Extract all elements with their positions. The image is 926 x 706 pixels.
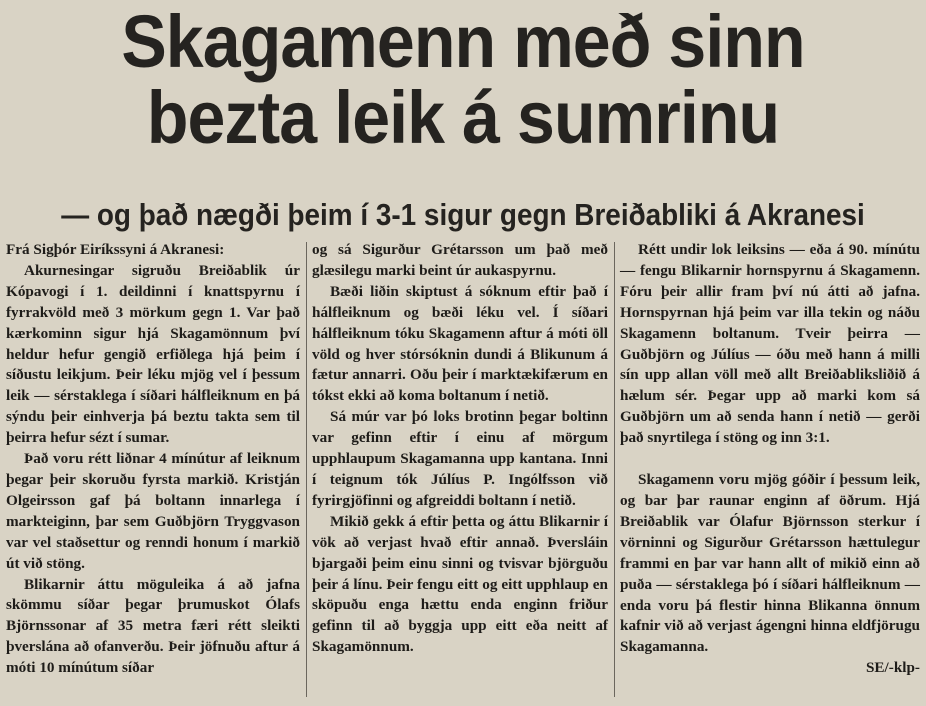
paragraph: Bæði liðin skiptust á sóknum eftir það í hálfleiknum og bæði léku vel. Í síðari hálfleiknum tóku Skagamenn aftur á móti öll völd og hver stórsóknin dundi á Blikunum á fætur annarri. Oðu þeir í marktækifærum en tókst ekki að koma boltanum í netið.	[312, 282, 608, 405]
paragraph: og sá Sigurður Grétarsson um það með glæsilegu marki beint úr aukaspyrnu.	[312, 241, 608, 279]
paragraph: Akurnesingar sigruðu Breiðablik úr Kópavogi í 1. deildinni í knattspyrnu í fyrrakvöld með 3 mörkum gegn 1. Var það kærkominn sigur hjá Skagamönnum því heldur hefur gengið erfiðlega hjá þeim í síðustu leikjum. Þeir léku mjög vel í þessum leik — sérstaklega í síðari hálfleiknum en þá sýndu þeir einhverja þá beztu takta sem til þeirra hefur sézt í sumar.	[6, 261, 300, 447]
headline-line-1: Skagamenn með sinn	[121, 0, 805, 83]
subheadline: — og það nægði þeim í 3-1 sigur gegn Breiðabliki á Akranesi	[61, 197, 865, 232]
headline-line-2: bezta leik á sumrinu	[146, 76, 780, 159]
paragraph: Það voru rétt liðnar 4 mínútur af leiknum þegar þeir skoruðu fyrsta markið. Kristján Olgeirsson gaf þá boltann innarlega í markteiginn, þar sem Guðbjörn Tryggvason var vel staðsettur og renndi honum í markið út við stöng.	[6, 450, 300, 572]
paragraph: Mikið gekk á eftir þetta og áttu Blikarnir í vök að verjast hvað eftir annað. Þversláin bjargaði þeim einu sinni og tvisvar björguðu þeir á línu. Þeir fengu eitt og eitt upphlaup en sköpuðu enga hættu enda enginn friður gefinn til að byggja upp eitt eða neitt af Skagamönnum.	[312, 512, 608, 656]
column-divider-1	[306, 242, 307, 697]
article-column-3	[620, 240, 920, 679]
paragraph: Skagamenn voru mjög góðir í þessum leik, og bar þar raunar enginn af öðrum. Hjá Breiðablik var Ólafur Björnsson sterkur í vörninni og Sigurður Grétarsson hættulegur frammi en þar var hann allt of mikið einn að puða — sérstaklega þó í síðari hálfleiknum — enda voru þá flestir hinna Blikanna önnum kafnir við að verjast ágengni hinna eldfjörugu Skagamanna.	[620, 471, 920, 656]
paragraph: Blikarnir áttu möguleika á að jafna skömmu síðar þegar þrumuskot Ólafs Björnssonar af 35 metra færi rétt sleikti þverslána að ofanverðu. Þeir jöfnuðu aftur á móti 10 mínútum síðar	[6, 575, 300, 677]
column-divider-2	[614, 242, 615, 697]
headline	[37, 0, 889, 159]
article-column-2	[312, 240, 608, 658]
byline: Frá Sigþór Eiríkssyni á Akranesi:	[6, 241, 225, 258]
paragraph: Rétt undir lok leiksins — eða á 90. mínútu — fengu Blikarnir hornspyrnu á Skagamenn. Fóru þeir allir fram því nú átti að jafna. Hornspyrnan hjá þeim var illa tekin og náðu Skagamenn boltanum. Tveir þeirra — Guðbjörn og Júlíus — óðu með hann á milli sín upp allan völl með allt Breiðabliksliðið á hælum sér. Þegar upp að marki kom sá Guðbjörn um að senda hann í netið — gerði það snyrtilega í stöng og inn 3:1.	[620, 241, 920, 447]
paragraph-gap	[620, 449, 920, 470]
signature: SE/-klp-	[865, 659, 920, 677]
paragraph: Sá múr var þó loks brotinn þegar boltinn var gefinn eftir í einu af mörgum upphlaupum Skagamanna upp kantana. Inni í teignum tók Júlíus P. Ingólfsson við fyrirgjöfinni og afgreiddi boltann í netið.	[312, 408, 608, 509]
article-column-1	[6, 240, 300, 679]
